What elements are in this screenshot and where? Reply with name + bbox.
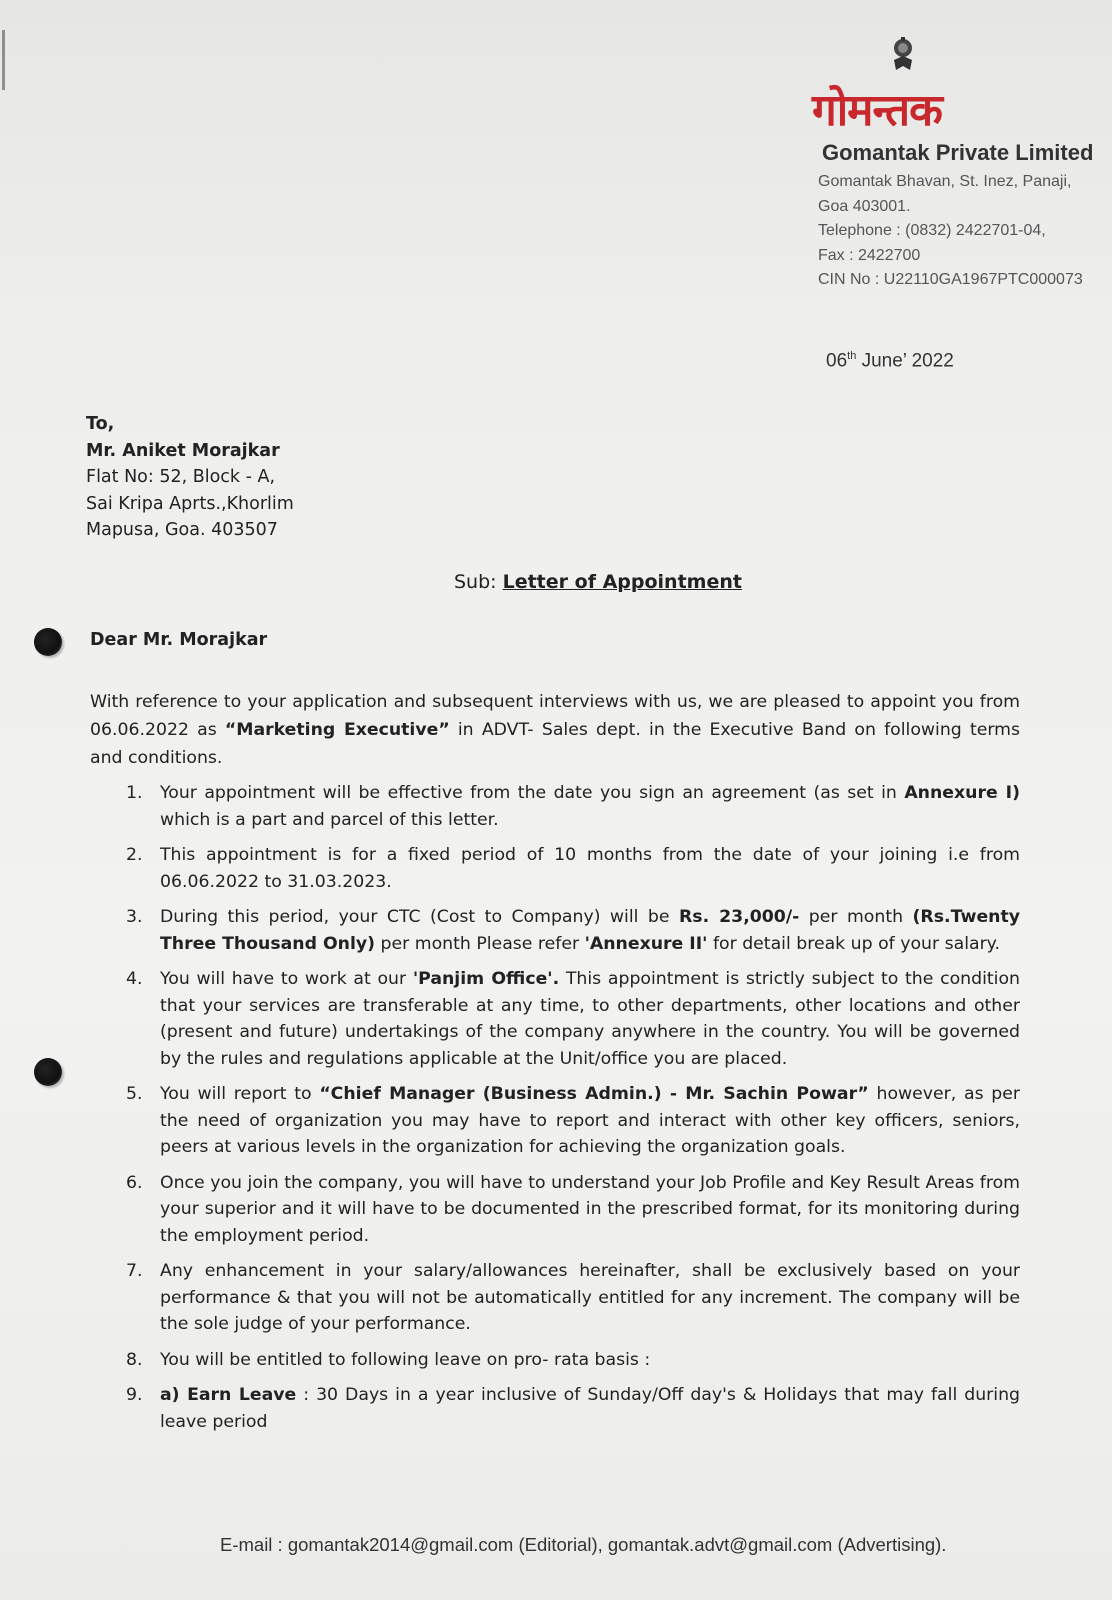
intro-text-end: in ADVT- Sales dept. in the Executive Band on following terms and conditions. <box>90 720 1020 768</box>
telephone-line: Telephone : (0832) 2422701-04, <box>818 222 1046 239</box>
term-item <box>90 1170 1020 1250</box>
term-text: You will be entitled to following leave on pro- rata basis : <box>160 1349 651 1370</box>
term-number: 5. <box>126 1084 143 1104</box>
brand-logo-devanagari: गोमन्तक <box>812 85 942 136</box>
term-text: per month <box>799 907 913 927</box>
date-rest: June’ 2022 <box>856 350 954 372</box>
term-number: 4. <box>126 969 143 989</box>
term-text: You will report to <box>160 1084 320 1104</box>
term-item <box>90 780 1020 833</box>
term-item <box>90 904 1020 957</box>
term-text: Any enhancement in your salary/allowances hereinafter, shall be exclusively based on your performance & that you will not be automatically entitled for any increment. The company will be the sole judge of your performance. <box>160 1261 1020 1334</box>
recipient-address-line: Mapusa, Goa. 403507 <box>86 520 278 540</box>
term-number: 6. <box>126 1172 143 1193</box>
term-bold: 'Panjim Office'. <box>412 969 560 989</box>
term-number: 7. <box>126 1261 143 1281</box>
salutation: Dear Mr. Morajkar <box>90 630 268 650</box>
subject-line <box>454 571 742 593</box>
term-bold: “Chief Manager (Business Admin.) - Mr. Sachin Powar” <box>319 1084 869 1104</box>
term-number: 9. <box>126 1385 143 1405</box>
recipient-block <box>86 411 294 544</box>
term-text: : 30 Days in a year inclusive of Sunday/Off day's & Holidays that may fall during leave period <box>160 1385 1020 1432</box>
company-name: Gomantak Private Limited <box>822 140 1094 165</box>
term-bold: (Rs.Twenty Three Thousand Only) <box>160 907 1020 954</box>
recipient-address-line: Flat No: 52, Block - A, <box>86 467 276 487</box>
edge-mark <box>2 30 5 90</box>
emblem-icon <box>890 36 916 74</box>
term-text: Your appointment will be effective from the date you sign an agreement (as set in <box>160 783 905 803</box>
term-text: for detail break up of your salary. <box>707 933 1000 954</box>
to-label: To, <box>86 414 115 434</box>
term-item <box>90 1258 1020 1338</box>
term-text: You will have to work at our <box>160 969 413 989</box>
term-text: During this period, your CTC (Cost to Company) will be <box>160 907 679 927</box>
term-number: 1. <box>126 783 143 803</box>
term-bold: a) Earn Leave <box>160 1385 297 1405</box>
term-text: which is a part and parcel of this letter. <box>160 809 499 830</box>
term-number: 3. <box>126 907 143 927</box>
term-text: however, as per the need of organization you may have to report and interact with other key officers, seniors, peers at various levels in the organization for achieving the organization goals. <box>160 1084 1020 1157</box>
punch-hole-top <box>34 628 62 656</box>
date-day: 06 <box>826 350 848 372</box>
intro-text: With reference to your application and subsequent interviews with us, we are pleased to appoint you from 06.06.2022 as <box>90 692 1020 740</box>
term-number: 8. <box>126 1349 143 1370</box>
terms-list <box>90 780 1020 1444</box>
term-text: per month Please refer <box>375 933 585 954</box>
subject-label: Sub: <box>454 571 503 593</box>
term-bold: Rs. 23,000/- <box>679 907 800 927</box>
term-bold: 'Annexure II' <box>584 933 708 954</box>
date-suffix: th <box>847 350 857 362</box>
term-item <box>90 1382 1020 1435</box>
term-item <box>90 1347 1020 1374</box>
punch-hole-bottom <box>34 1058 62 1086</box>
company-address <box>818 170 1083 293</box>
term-text: Once you join the company, you will have to understand your Job Profile and Key Result Areas from your superior and it will have to be documented in the prescribed format, for its monitoring during the employment period. <box>160 1172 1020 1246</box>
term-number: 2. <box>126 845 143 865</box>
letter-date <box>826 350 954 372</box>
term-bold: Annexure I) <box>904 783 1020 803</box>
term-text: This appointment is strictly subject to the condition that your services are transferable at any time, to other departments, other locations and other (present and future) undertakings of the company anywhere in the country. You will be governed by the rules and regulations applicable at the Unit/office you are placed. <box>160 969 1020 1069</box>
recipient-name: Mr. Aniket Morajkar <box>86 440 280 461</box>
fax-line: Fax : 2422700 <box>818 246 921 264</box>
term-item <box>90 1081 1020 1161</box>
recipient-address-line: Sai Kripa Aprts.,Khorlim <box>86 493 294 514</box>
term-item <box>90 842 1020 895</box>
term-item <box>90 966 1020 1072</box>
intro-paragraph <box>90 688 1020 772</box>
subject-title: Letter of Appointment <box>502 571 742 593</box>
intro-role: “Marketing Executive” <box>224 720 450 740</box>
address-line: Goa 403001. <box>818 197 911 215</box>
footer-email: E-mail : gomantak2014@gmail.com (Editorial), gomantak.advt@gmail.com (Advertising). <box>220 1534 947 1555</box>
address-line: Gomantak Bhavan, St. Inez, Panaji, <box>818 173 1072 190</box>
term-text: This appointment is for a fixed period of 10 months from the date of your joining i.e from 06.06.2022 to 31.03.2023. <box>160 845 1020 892</box>
cin-line: CIN No : U22110GA1967PTC000073 <box>818 271 1083 288</box>
